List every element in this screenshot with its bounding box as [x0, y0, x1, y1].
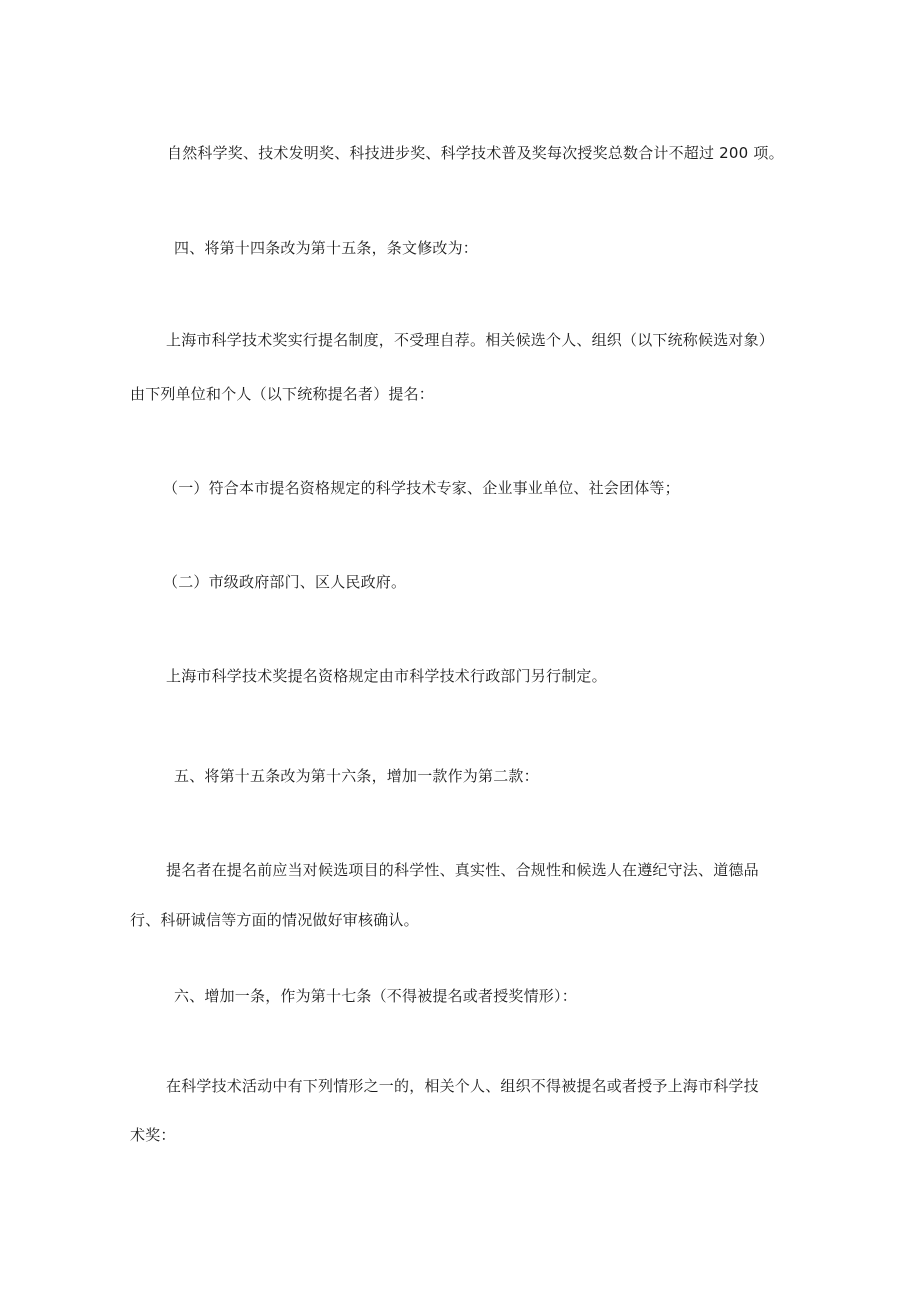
exclusion-line-1: 在科学技术活动中有下列情形之一的，相关个人、组织不得被提名或者授予上海市科学技 — [166, 1077, 759, 1095]
article-four-heading: 四、将第十四条改为第十五条，条文修改为： — [174, 239, 479, 257]
nominator-review-line-1: 提名者在提名前应当对候选项目的科学性、真实性、合规性和候选人在遵纪守法、道德品 — [166, 861, 759, 879]
exclusion-line-2: 术奖： — [130, 1126, 176, 1144]
article-six-heading: 六、增加一条，作为第十七条（不得被提名或者授奖情形）： — [174, 987, 577, 1005]
article-five-heading: 五、将第十五条改为第十六条，增加一款作为第二款： — [174, 767, 539, 785]
nominator-item-one: （一）符合本市提名资格规定的科学技术专家、企业事业单位、社会团体等； — [163, 479, 680, 497]
nominator-item-two: （二）市级政府部门、区人民政府。 — [163, 573, 407, 591]
award-limit-line: 自然科学奖、技术发明奖、科技进步奖、科学技术普及奖每次授奖总数合计不超过 200 项。 — [167, 144, 784, 162]
nomination-system-line-2: 由下列单位和个人（以下统称提名者）提名： — [130, 385, 435, 403]
nomination-system-line-1: 上海市科学技术奖实行提名制度，不受理自荐。相关候选个人、组织（以下统称候选对象） — [166, 331, 775, 349]
nominator-review-line-2: 行、科研诚信等方面的情况做好审核确认。 — [130, 911, 419, 929]
qualification-rule-line: 上海市科学技术奖提名资格规定由市科学技术行政部门另行制定。 — [166, 667, 607, 685]
